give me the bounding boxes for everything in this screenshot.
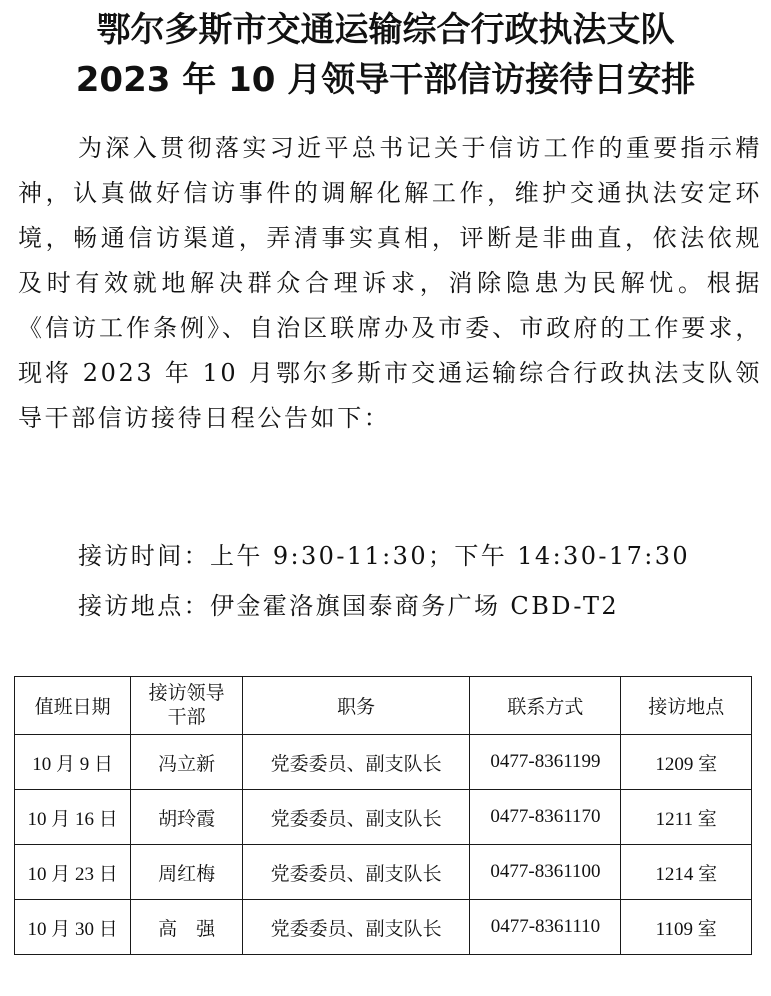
header-leader (131, 677, 243, 735)
header-leader-line-2: 干部 (167, 706, 206, 728)
table-row (15, 735, 752, 790)
cell-phone: 0477-8361199 (470, 735, 621, 790)
intro-paragraph: 为深入贯彻落实习近平总书记关于信访工作的重要指示精神，认真做好信访事件的调解化解工作，维护交通执法安定环境，畅通信访渠道，弄清事实真相，评断是非曲直，依法依规及时有效就地解决群众合理诉求，消除隐患为民解忧。根据《信访工作条例》、自治区联席办及市委、市政府的工作要求，现将 2023 年 10 月鄂尔多斯市交通运输综合行政执法支队领导干部信访接待日程公告如下： (18, 134, 762, 432)
cell-date: 10 月 30 日 (15, 900, 131, 955)
table-row (15, 900, 752, 955)
cell-leader: 胡玲霞 (131, 790, 243, 845)
cell-date: 10 月 9 日 (15, 735, 131, 790)
title-line-1: 鄂尔多斯市交通运输综合行政执法支队 (96, 10, 675, 50)
cell-leader: 冯立新 (131, 735, 243, 790)
table-row (15, 845, 752, 900)
header-post: 职务 (242, 677, 470, 735)
reception-place: 接访地点：伊金霍洛旗国泰商务广场 CBD-T2 (78, 592, 620, 620)
header-location: 接访地点 (621, 677, 752, 735)
reception-time: 接访时间：上午 9:30-11:30；下午 14:30-17:30 (78, 542, 691, 570)
header-date: 值班日期 (15, 677, 131, 735)
cell-room: 1211 室 (621, 790, 752, 845)
cell-date: 10 月 23 日 (15, 845, 131, 900)
cell-post: 党委委员、副支队长 (242, 790, 470, 845)
cell-leader: 高 强 (131, 900, 243, 955)
cell-leader: 周红梅 (131, 845, 243, 900)
cell-room: 1214 室 (621, 845, 752, 900)
cell-date: 10 月 16 日 (15, 790, 131, 845)
reception-schedule-table (14, 676, 752, 955)
cell-phone: 0477-8361100 (470, 845, 621, 900)
cell-phone: 0477-8361110 (470, 900, 621, 955)
table-row (15, 790, 752, 845)
cell-post: 党委委员、副支队长 (242, 735, 470, 790)
cell-post: 党委委员、副支队长 (242, 900, 470, 955)
cell-room: 1209 室 (621, 735, 752, 790)
cell-phone: 0477-8361170 (470, 790, 621, 845)
cell-room: 1109 室 (621, 900, 752, 955)
header-leader-line-1: 接访领导 (148, 682, 225, 704)
cell-post: 党委委员、副支队长 (242, 845, 470, 900)
table-header-row (15, 677, 752, 735)
title-line-2: 2023 年 10 月领导干部信访接待日安排 (75, 60, 696, 100)
header-contact: 联系方式 (470, 677, 621, 735)
